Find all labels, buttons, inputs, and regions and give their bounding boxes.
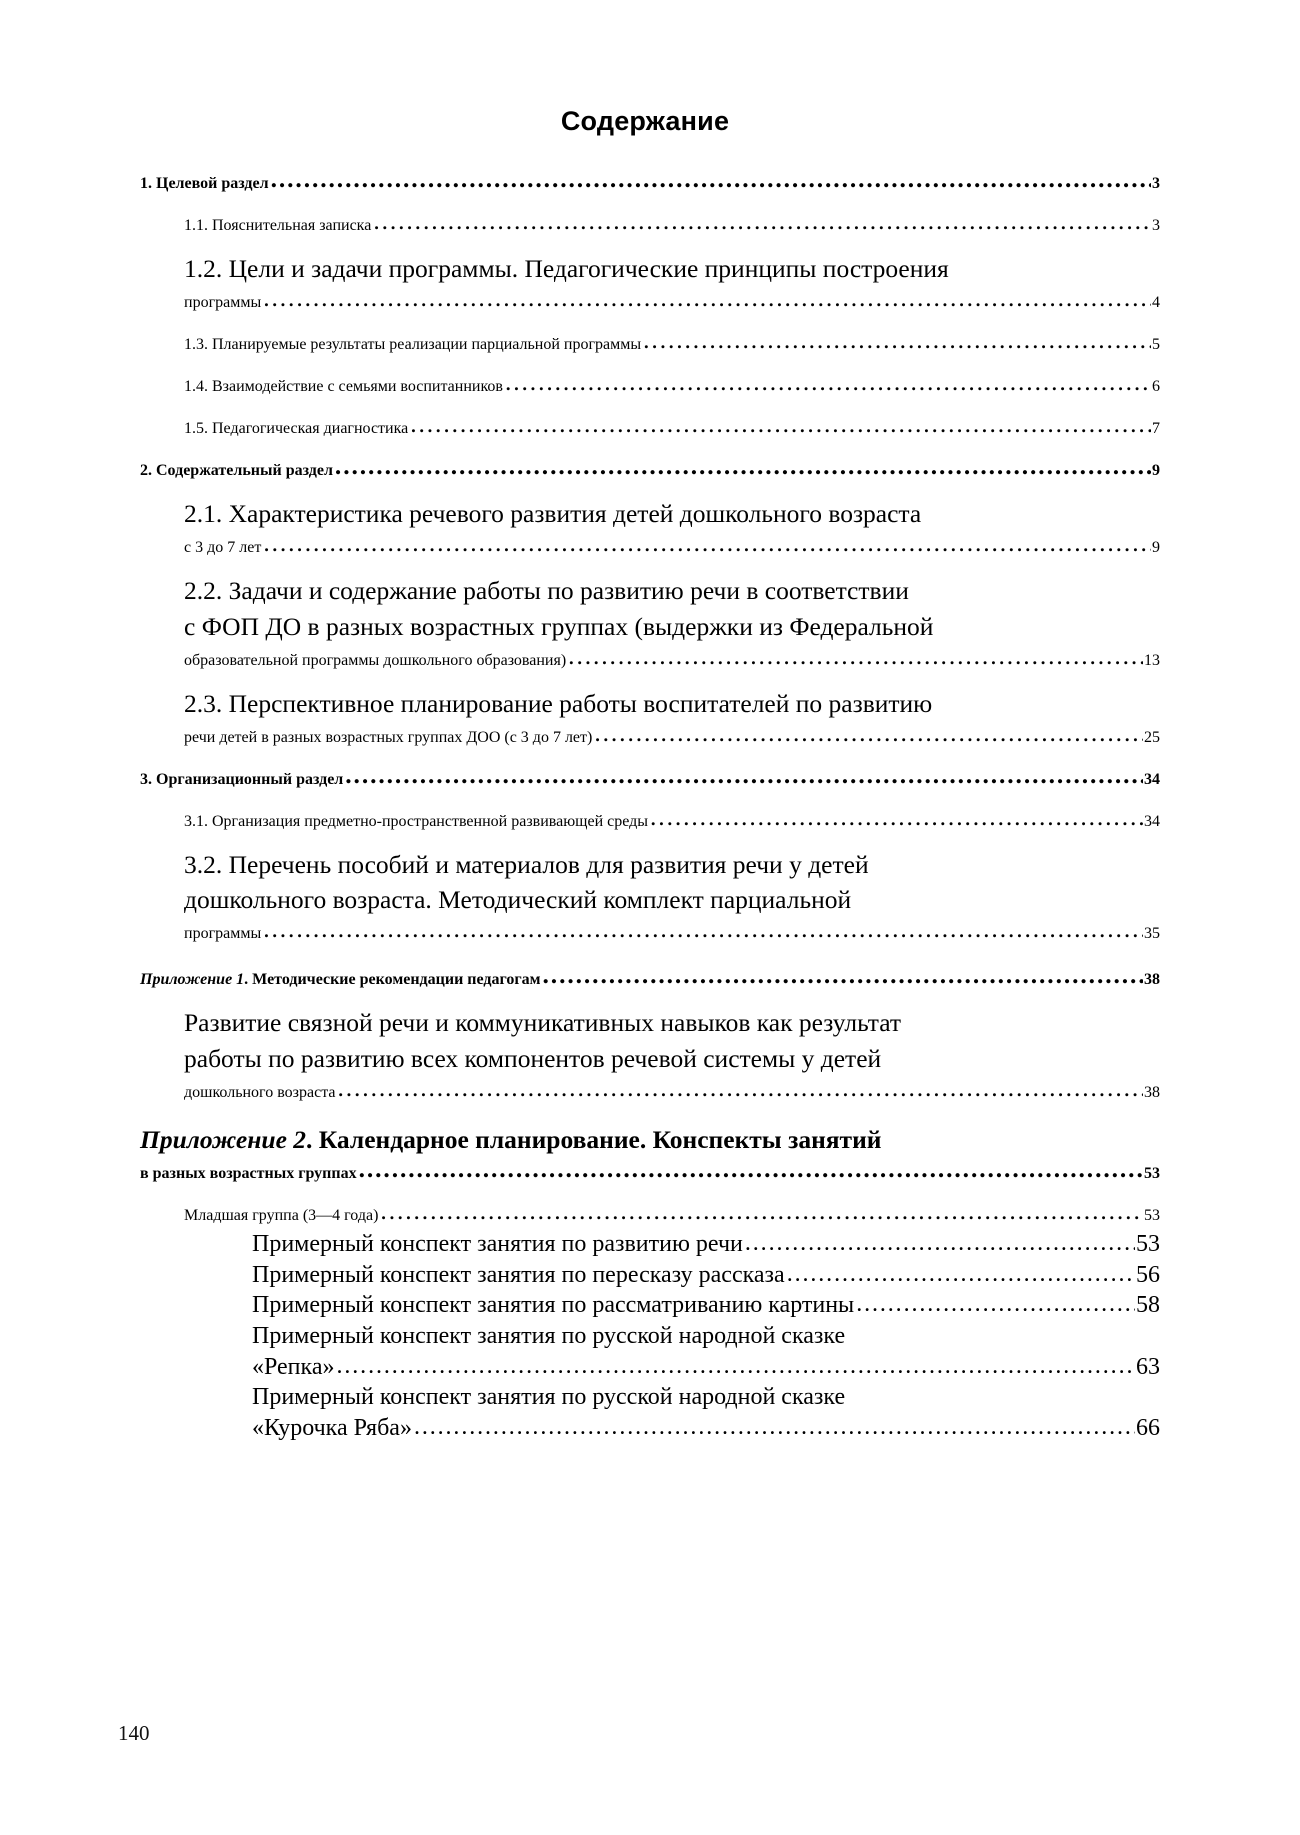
dot-leader <box>568 643 1143 669</box>
toc-page-number: 4 <box>1152 294 1160 312</box>
toc-entry-sec-3[interactable] <box>140 763 1160 789</box>
appendix-number: Приложение 1 <box>140 971 245 989</box>
toc-entry-label: 2. Содержательный раздел <box>140 462 333 480</box>
toc-entry-sec-1-1[interactable] <box>184 209 1160 235</box>
toc-entry-line: 2.1. Характеристика речевого развития детей дошкольного возраста <box>184 499 922 529</box>
toc-page-number: 34 <box>1144 812 1160 830</box>
dot-leader <box>263 916 1143 942</box>
toc-entry-label: речи детей в разных возрастных группах ДОО (с 3 до 7 лет) <box>184 728 593 746</box>
toc-entry-sec-1-2[interactable] <box>184 251 1160 312</box>
dot-leader <box>337 1075 1143 1101</box>
toc-page-number: 38 <box>1144 971 1160 989</box>
toc-page-number: 6 <box>1152 378 1160 396</box>
toc-page-number: 5 <box>1152 336 1160 354</box>
toc-page-number: 34 <box>1144 770 1160 788</box>
toc-entry-line: 2.3. Перспективное планирование работы воспитателей по развитию <box>184 688 933 718</box>
toc-page-number: 3 <box>1152 175 1160 192</box>
dot-leader <box>271 166 1151 192</box>
toc-entry-label: образовательной программы дошкольного образования) <box>184 651 567 669</box>
toc-entry-sec-2-1[interactable] <box>184 496 1160 557</box>
toc-entry-label: дошкольного возраста <box>184 1083 336 1101</box>
toc-entry-label: 1.5. Педагогическая диагностика <box>184 420 409 438</box>
dot-leader <box>650 804 1143 830</box>
dot-leader <box>359 1156 1143 1182</box>
toc-entry-sec-1-5[interactable] <box>184 412 1160 438</box>
dot-leader <box>263 285 1151 311</box>
toc-entry-line: с ФОП ДО в разных возрастных группах (выдержки из Федеральной <box>184 611 934 641</box>
toc-page-number: 53 <box>1144 1206 1160 1224</box>
toc-entry-sec-3-2[interactable] <box>184 847 1160 943</box>
toc-entry-lesson-5[interactable] <box>252 1382 1160 1443</box>
toc-page-number: 53 <box>1136 1230 1160 1257</box>
toc-entry-label: 3.1. Организация предметно-пространственной развивающей среды <box>184 812 649 830</box>
toc-entry-sec-3-1[interactable] <box>184 805 1160 831</box>
toc-page-number: 58 <box>1136 1292 1160 1319</box>
dot-leader <box>787 1262 1135 1286</box>
toc-page-number: 25 <box>1144 728 1160 746</box>
toc-entry-lesson-2[interactable] <box>252 1260 1160 1291</box>
dot-leader <box>345 762 1143 788</box>
toc-entry-lesson-1[interactable] <box>252 1229 1160 1260</box>
toc-entry-line: Примерный конспект занятия по русской народной сказке <box>252 1384 846 1411</box>
toc-entry-label: «Курочка Ряба» <box>252 1415 412 1442</box>
toc-entry-label: в разных возрастных группах <box>140 1164 357 1182</box>
toc-entry-sec-1-3[interactable] <box>184 328 1160 354</box>
page-title: Содержание <box>560 106 730 136</box>
dot-leader <box>335 453 1151 479</box>
toc-entry-sec-1-4[interactable] <box>184 370 1160 396</box>
dot-leader <box>856 1292 1135 1316</box>
dot-leader <box>543 962 1143 988</box>
toc-page-number: 53 <box>1144 1164 1160 1182</box>
folio-page-number: 140 <box>118 1721 150 1745</box>
dot-leader <box>505 369 1151 395</box>
dot-leader <box>410 411 1151 437</box>
toc-entry-line <box>140 1122 1160 1157</box>
toc-entry-lesson-4[interactable] <box>252 1321 1160 1382</box>
dot-leader <box>373 208 1151 234</box>
dot-leader <box>643 327 1151 353</box>
toc-entry-label: Примерный конспект занятия по рассматриванию картины <box>252 1292 855 1319</box>
toc-entry-sec-2-2[interactable] <box>184 573 1160 669</box>
dot-leader <box>745 1231 1135 1255</box>
toc-page-number: 35 <box>1144 925 1160 943</box>
dot-leader <box>380 1198 1143 1224</box>
toc-entry-line: 1.2. Цели и задачи программы. Педагогические принципы построения <box>184 254 949 283</box>
toc-page-number: 9 <box>1152 462 1160 480</box>
toc-entry-group-young[interactable] <box>184 1199 1160 1225</box>
toc-entry-line: Примерный конспект занятия по русской народной сказке <box>252 1323 846 1350</box>
toc-entry-app-1[interactable] <box>140 963 1160 989</box>
toc-page-number: 38 <box>1144 1083 1160 1101</box>
dot-leader <box>336 1354 1135 1378</box>
toc-entry-label <box>140 971 541 989</box>
toc-entry-app-1-sub[interactable] <box>184 1005 1160 1101</box>
toc-page-number: 3 <box>1152 217 1160 234</box>
toc-entry-line: Развитие связной речи и коммуникативных навыков как результат <box>184 1008 902 1038</box>
toc-entry-line: 3.2. Перечень пособий и материалов для развития речи у детей <box>184 849 869 879</box>
toc-entry-lesson-3[interactable] <box>252 1290 1160 1321</box>
toc-entry-label: программы <box>184 925 262 943</box>
toc-entry-sec-1[interactable] <box>140 167 1160 193</box>
toc-entry-line: 2.2. Задачи и содержание работы по развитию речи в соответствии <box>184 576 909 606</box>
toc-entry-label: Младшая группа (3—4 года) <box>184 1206 379 1224</box>
toc-page-number: 7 <box>1152 420 1160 438</box>
dot-leader <box>263 530 1151 556</box>
toc-entry-label: программы <box>184 294 262 312</box>
toc-entry-label: «Репка» <box>252 1353 335 1380</box>
appendix-title: . Календарное планирование. Конспекты занятий <box>306 1124 882 1154</box>
dot-leader <box>594 720 1143 746</box>
toc-entry-line: дошкольного возраста. Методический комплект парциальной <box>184 885 852 915</box>
toc-page-number: 9 <box>1152 539 1160 557</box>
toc-entry-label: 1.4. Взаимодействие с семьями воспитанников <box>184 378 503 396</box>
toc-page-number: 56 <box>1136 1261 1160 1288</box>
toc-entry-label: Примерный конспект занятия по пересказу рассказа <box>252 1261 785 1288</box>
toc-page-number: 13 <box>1144 651 1160 669</box>
toc-page-number: 66 <box>1136 1415 1160 1442</box>
toc-entry-label: 1.3. Планируемые результаты реализации парциальной программы <box>184 336 642 354</box>
appendix-title: . Методические рекомендации педагогам <box>244 971 541 989</box>
dot-leader <box>414 1415 1135 1439</box>
toc-entry-label: 3. Организационный раздел <box>140 770 344 788</box>
toc-entry-label: с 3 до 7 лет <box>184 539 262 557</box>
toc-page-number: 63 <box>1136 1353 1160 1380</box>
appendix-number: Приложение 2 <box>140 1124 307 1154</box>
toc-entry-sec-2-3[interactable] <box>184 686 1160 747</box>
toc-entry-label: 1.1. Пояснительная записка <box>184 217 372 234</box>
toc-entry-line: работы по развитию всех компонентов речевой системы у детей <box>184 1043 882 1073</box>
toc-entry-label: Примерный конспект занятия по развитию речи <box>252 1230 743 1257</box>
table-of-contents <box>140 106 1160 1444</box>
toc-entry-sec-2[interactable] <box>140 454 1160 480</box>
toc-entry-app-2[interactable] <box>140 1122 1160 1183</box>
toc-entry-label: 1. Целевой раздел <box>140 175 269 192</box>
